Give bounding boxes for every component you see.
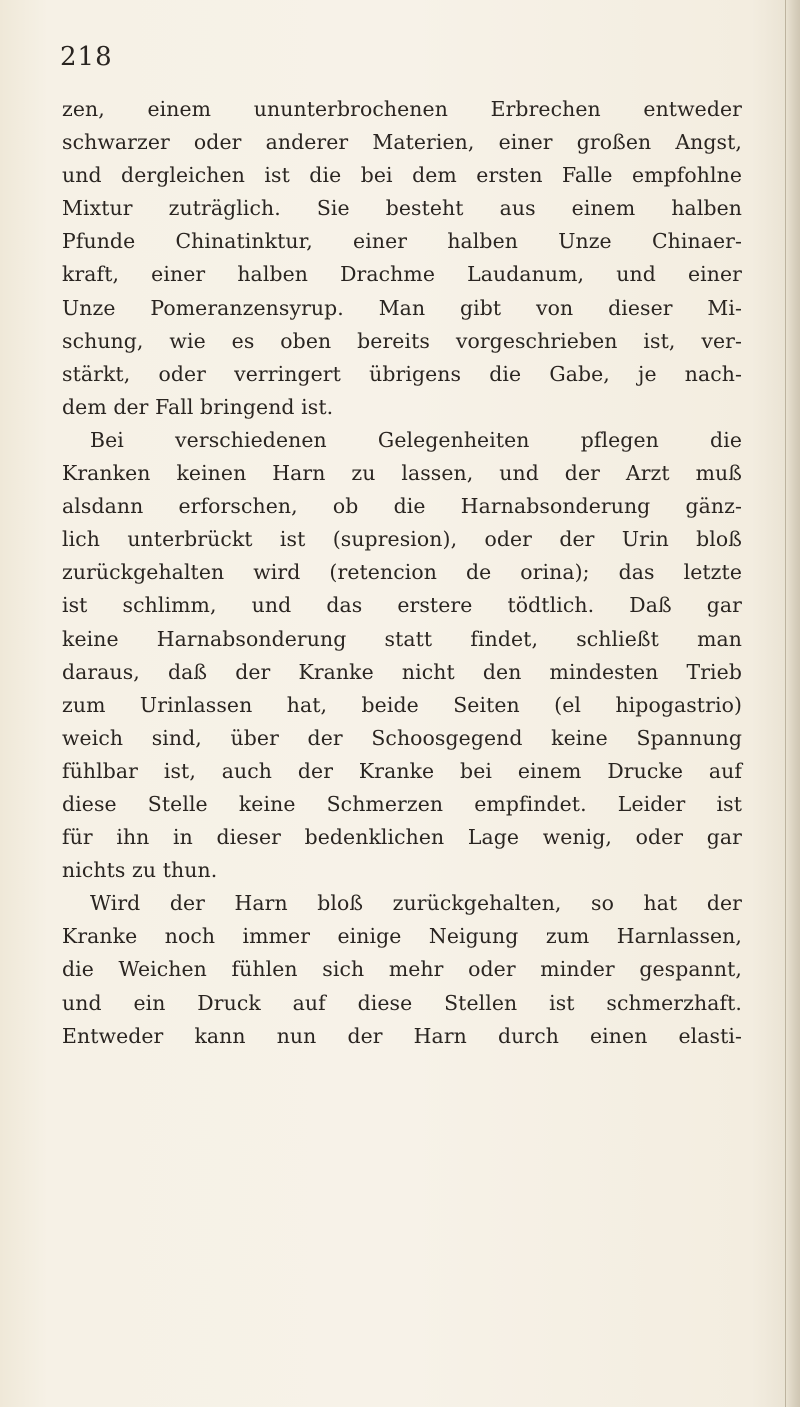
body-text bbox=[62, 93, 742, 1053]
paragraph-3 bbox=[62, 887, 742, 1052]
text-line: ist schlimm, und das erstere tödtlich. Daß gar bbox=[62, 593, 742, 618]
text-line: Pfunde Chinatinktur, einer halben Unze Chinaer- bbox=[62, 229, 742, 254]
text-line: und ein Druck auf diese Stellen ist schmerzhaft. bbox=[62, 990, 742, 1015]
paragraph-1 bbox=[62, 93, 742, 424]
text-line: Kranke noch immer einige Neigung zum Harnlassen, bbox=[62, 924, 742, 949]
text-line: die Weichen fühlen sich mehr oder minder gespannt, bbox=[62, 957, 742, 982]
text-line: Wird der Harn bloß zurückgehalten, so hat der bbox=[90, 891, 742, 916]
text-line: schung, wie es oben bereits vorgeschrieben ist, ver- bbox=[62, 328, 742, 353]
text-line: Bei verschiedenen Gelegenheiten pflegen die bbox=[90, 427, 742, 452]
text-line: fühlbar ist, auch der Kranke bei einem Drucke auf bbox=[62, 758, 742, 783]
text-line: daraus, daß der Kranke nicht den mindesten Trieb bbox=[62, 659, 742, 684]
text-line: zen, einem ununterbrochenen Erbrechen entweder bbox=[62, 97, 742, 121]
text-line: zurückgehalten wird (retencion de orina); das letzte bbox=[62, 560, 742, 585]
text-line: Mixtur zuträglich. Sie besteht aus einem halben bbox=[62, 196, 742, 221]
text-line: Kranken keinen Harn zu lassen, und der Arzt muß bbox=[62, 461, 742, 486]
text-line: stärkt, oder verringert übrigens die Gabe, je nach- bbox=[62, 361, 742, 386]
page-number: 218 bbox=[60, 42, 113, 72]
text-line: lich unterbrückt ist (supresion), oder der Urin bloß bbox=[62, 527, 742, 552]
paragraph-2 bbox=[62, 424, 742, 887]
text-line: und dergleichen ist die bei dem ersten Falle empfohlne bbox=[62, 163, 742, 188]
text-line: Entweder kann nun der Harn durch einen elasti- bbox=[62, 1023, 742, 1048]
text-line: nichts zu thun. bbox=[62, 858, 218, 883]
page-edge bbox=[785, 0, 800, 1407]
text-line: kraft, einer halben Drachme Laudanum, und einer bbox=[62, 262, 742, 287]
text-line: Unze Pomeranzensyrup. Man gibt von dieser Mi- bbox=[62, 295, 742, 320]
text-line: weich sind, über der Schoosgegend keine Spannung bbox=[62, 725, 742, 750]
text-line: diese Stelle keine Schmerzen empfindet. Leider ist bbox=[62, 791, 742, 816]
text-line: keine Harnabsonderung statt findet, schließt man bbox=[62, 626, 742, 651]
text-line: zum Urinlassen hat, beide Seiten (el hipogastrio) bbox=[62, 692, 742, 717]
text-line: dem der Fall bringend ist. bbox=[62, 394, 334, 419]
text-line: alsdann erforschen, ob die Harnabsonderung gänz- bbox=[62, 494, 742, 519]
text-line: für ihn in dieser bedenklichen Lage wenig, oder gar bbox=[62, 825, 742, 850]
text-line: schwarzer oder anderer Materien, einer großen Angst, bbox=[62, 130, 742, 155]
